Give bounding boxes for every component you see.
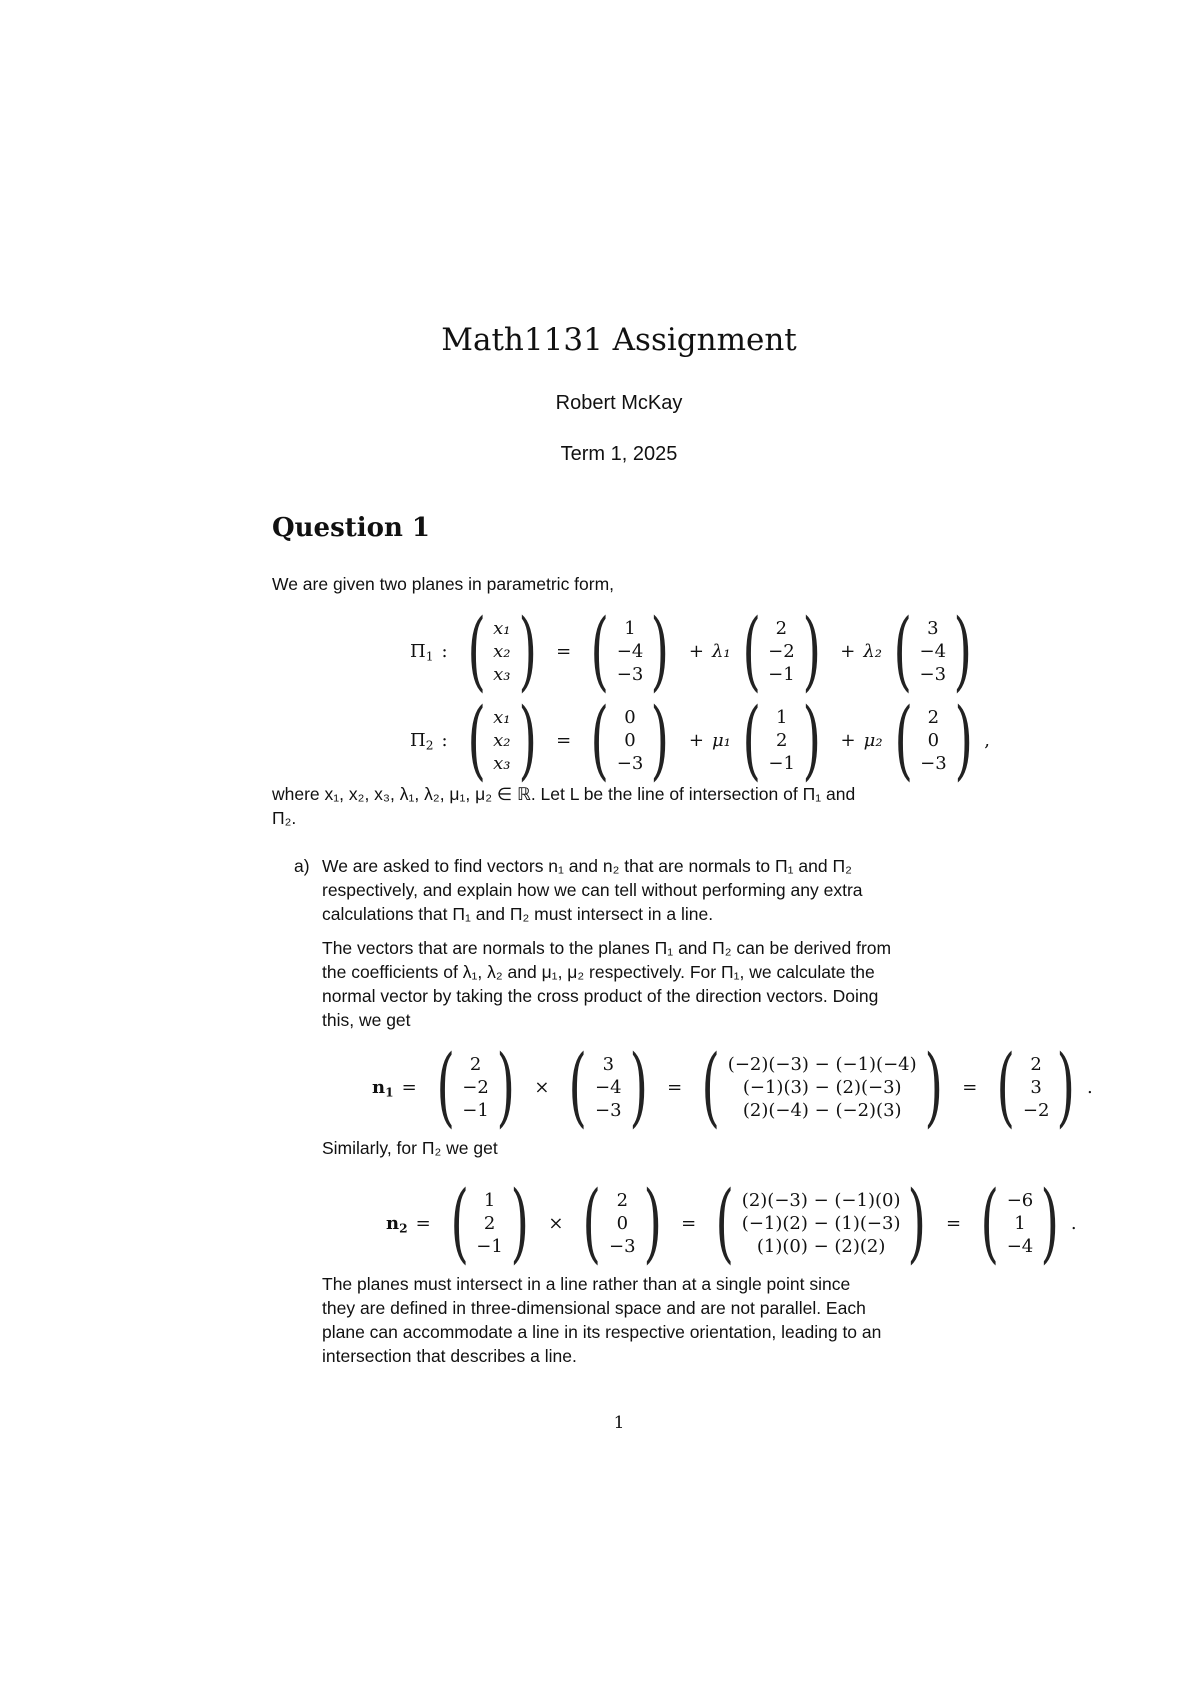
similarly-text: Similarly, for Π₂ we get bbox=[322, 1138, 498, 1158]
answer-line-3: normal vector by taking the cross product of the direction vectors. Doing bbox=[322, 986, 879, 1006]
date: Term 1, 2025 bbox=[560, 443, 678, 465]
where-line-1: where x₁, x₂, x₃, λ₁, λ₂, μ₁, μ₂ ∈ ℝ. Let L be the line of intersection of Π₁ and bbox=[272, 784, 856, 804]
vector-a: ( 1 2 −1 ) bbox=[450, 1173, 529, 1273]
colon: : bbox=[441, 729, 448, 751]
where-line-2: Π₂. bbox=[272, 808, 297, 828]
vars-vector: ( x₁ x₂ x₃ ) bbox=[467, 690, 537, 790]
param-lambda1: λ₁ bbox=[711, 640, 731, 662]
vector-b: ( 3 −4 −3 ) bbox=[569, 1037, 648, 1137]
param-mu1: μ₁ bbox=[711, 729, 731, 751]
vars-vector: ( x₁ x₂ x₃ ) bbox=[467, 601, 537, 701]
author: Robert McKay bbox=[555, 392, 683, 414]
vector-b: ( 2 0 −3 ) bbox=[583, 1173, 662, 1273]
answer-line-2: the coefficients of λ₁, λ₂ and μ₁, μ₂ respectively. For Π₁, we calculate the bbox=[322, 962, 875, 982]
plane1-label: $\Pi_1$ bbox=[410, 640, 434, 664]
plane2-label: $\Pi_2$ bbox=[410, 729, 434, 753]
conclusion-line-3: plane can accommodate a line in its respective orientation, leading to an bbox=[322, 1322, 882, 1342]
n1-cross-product-equation: $n_1$ = ( 2 −2 −1 ) × ( 3 −4 −3 ) = ( (−2)(−3) − (−1)(−4) (−1)(3) − (2)(−3) (2)(−4) − (−2)(3) ) = ( 2 3 −2 ) . bbox=[372, 1037, 1093, 1137]
conclusion-line-4: intersection that describes a line. bbox=[322, 1346, 577, 1366]
vector-a: ( 2 −2 −1 ) bbox=[436, 1037, 515, 1137]
plane2-equation: $\Pi_2$ : ( x₁ x₂ x₃ ) = ( 0 0 −3 ) + μ₁ ( 1 2 −1 ) + μ₂ ( 2 0 −3 ) , bbox=[410, 690, 990, 790]
answer-line-4: this, we get bbox=[322, 1010, 411, 1030]
n2-cross-product-equation: $n_2$ = ( 1 2 −1 ) × ( 2 0 −3 ) = ( (2)(−3) − (−1)(0) (−1)(2) − (1)(−3) (1)(0) − (2)(2) ) = ( −6 1 −4 ) . bbox=[386, 1173, 1077, 1273]
document-title: Math1131 Assignment bbox=[441, 322, 797, 358]
part-a-label: a) bbox=[294, 856, 310, 876]
question-heading: Question 1 bbox=[272, 513, 431, 543]
part-a-line-1: We are asked to find vectors n₁ and n₂ that are normals to Π₁ and Π₂ bbox=[322, 856, 852, 876]
param-lambda2: λ₂ bbox=[863, 640, 882, 662]
plane1-equation: $\Pi_1$ : ( x₁ x₂ x₃ ) = ( 1 −4 −3 ) + λ₁ ( 2 −2 −1 ) + λ₂ ( 3 −4 −3 ) bbox=[410, 608, 984, 694]
param-mu2: μ₂ bbox=[863, 729, 883, 751]
expansion-vector: ( (−2)(−3) − (−1)(−4) (−1)(3) − (2)(−3) (2)(−4) − (−2)(3) ) bbox=[701, 1037, 943, 1137]
direction-vector-2: ( 3 −4 −3 ) bbox=[893, 601, 973, 701]
direction-vector-1: ( 2 −2 −1 ) bbox=[742, 601, 821, 701]
part-a-line-3: calculations that Π₁ and Π₂ must intersect in a line. bbox=[322, 904, 714, 924]
direction-vector-2: ( 2 0 −3 ) bbox=[894, 690, 973, 790]
point-vector: ( 0 0 −3 ) bbox=[590, 690, 670, 790]
result-vector: ( −6 1 −4 ) bbox=[980, 1173, 1060, 1273]
answer-line-1: The vectors that are normals to the planes Π₁ and Π₂ can be derived from bbox=[322, 938, 892, 958]
expansion-vector: ( (2)(−3) − (−1)(0) (−1)(2) − (1)(−3) (1)(0) − (2)(2) ) bbox=[715, 1173, 927, 1273]
conclusion-line-2: they are defined in three-dimensional space and are not parallel. Each bbox=[322, 1298, 866, 1318]
n2-label: $n_2$ bbox=[386, 1212, 408, 1236]
conclusion-line-1: The planes must intersect in a line rather than at a single point since bbox=[322, 1274, 851, 1294]
n1-label: $n_1$ bbox=[372, 1076, 394, 1100]
intro-text: We are given two planes in parametric form, bbox=[272, 574, 615, 594]
page-number: 1 bbox=[613, 1413, 625, 1433]
point-vector: ( 1 −4 −3 ) bbox=[590, 601, 670, 701]
direction-vector-1: ( 1 2 −1 ) bbox=[742, 690, 821, 790]
colon: : bbox=[441, 640, 448, 662]
result-vector: ( 2 3 −2 ) bbox=[996, 1037, 1076, 1137]
part-a-line-2: respectively, and explain how we can tell without performing any extra bbox=[322, 880, 863, 900]
